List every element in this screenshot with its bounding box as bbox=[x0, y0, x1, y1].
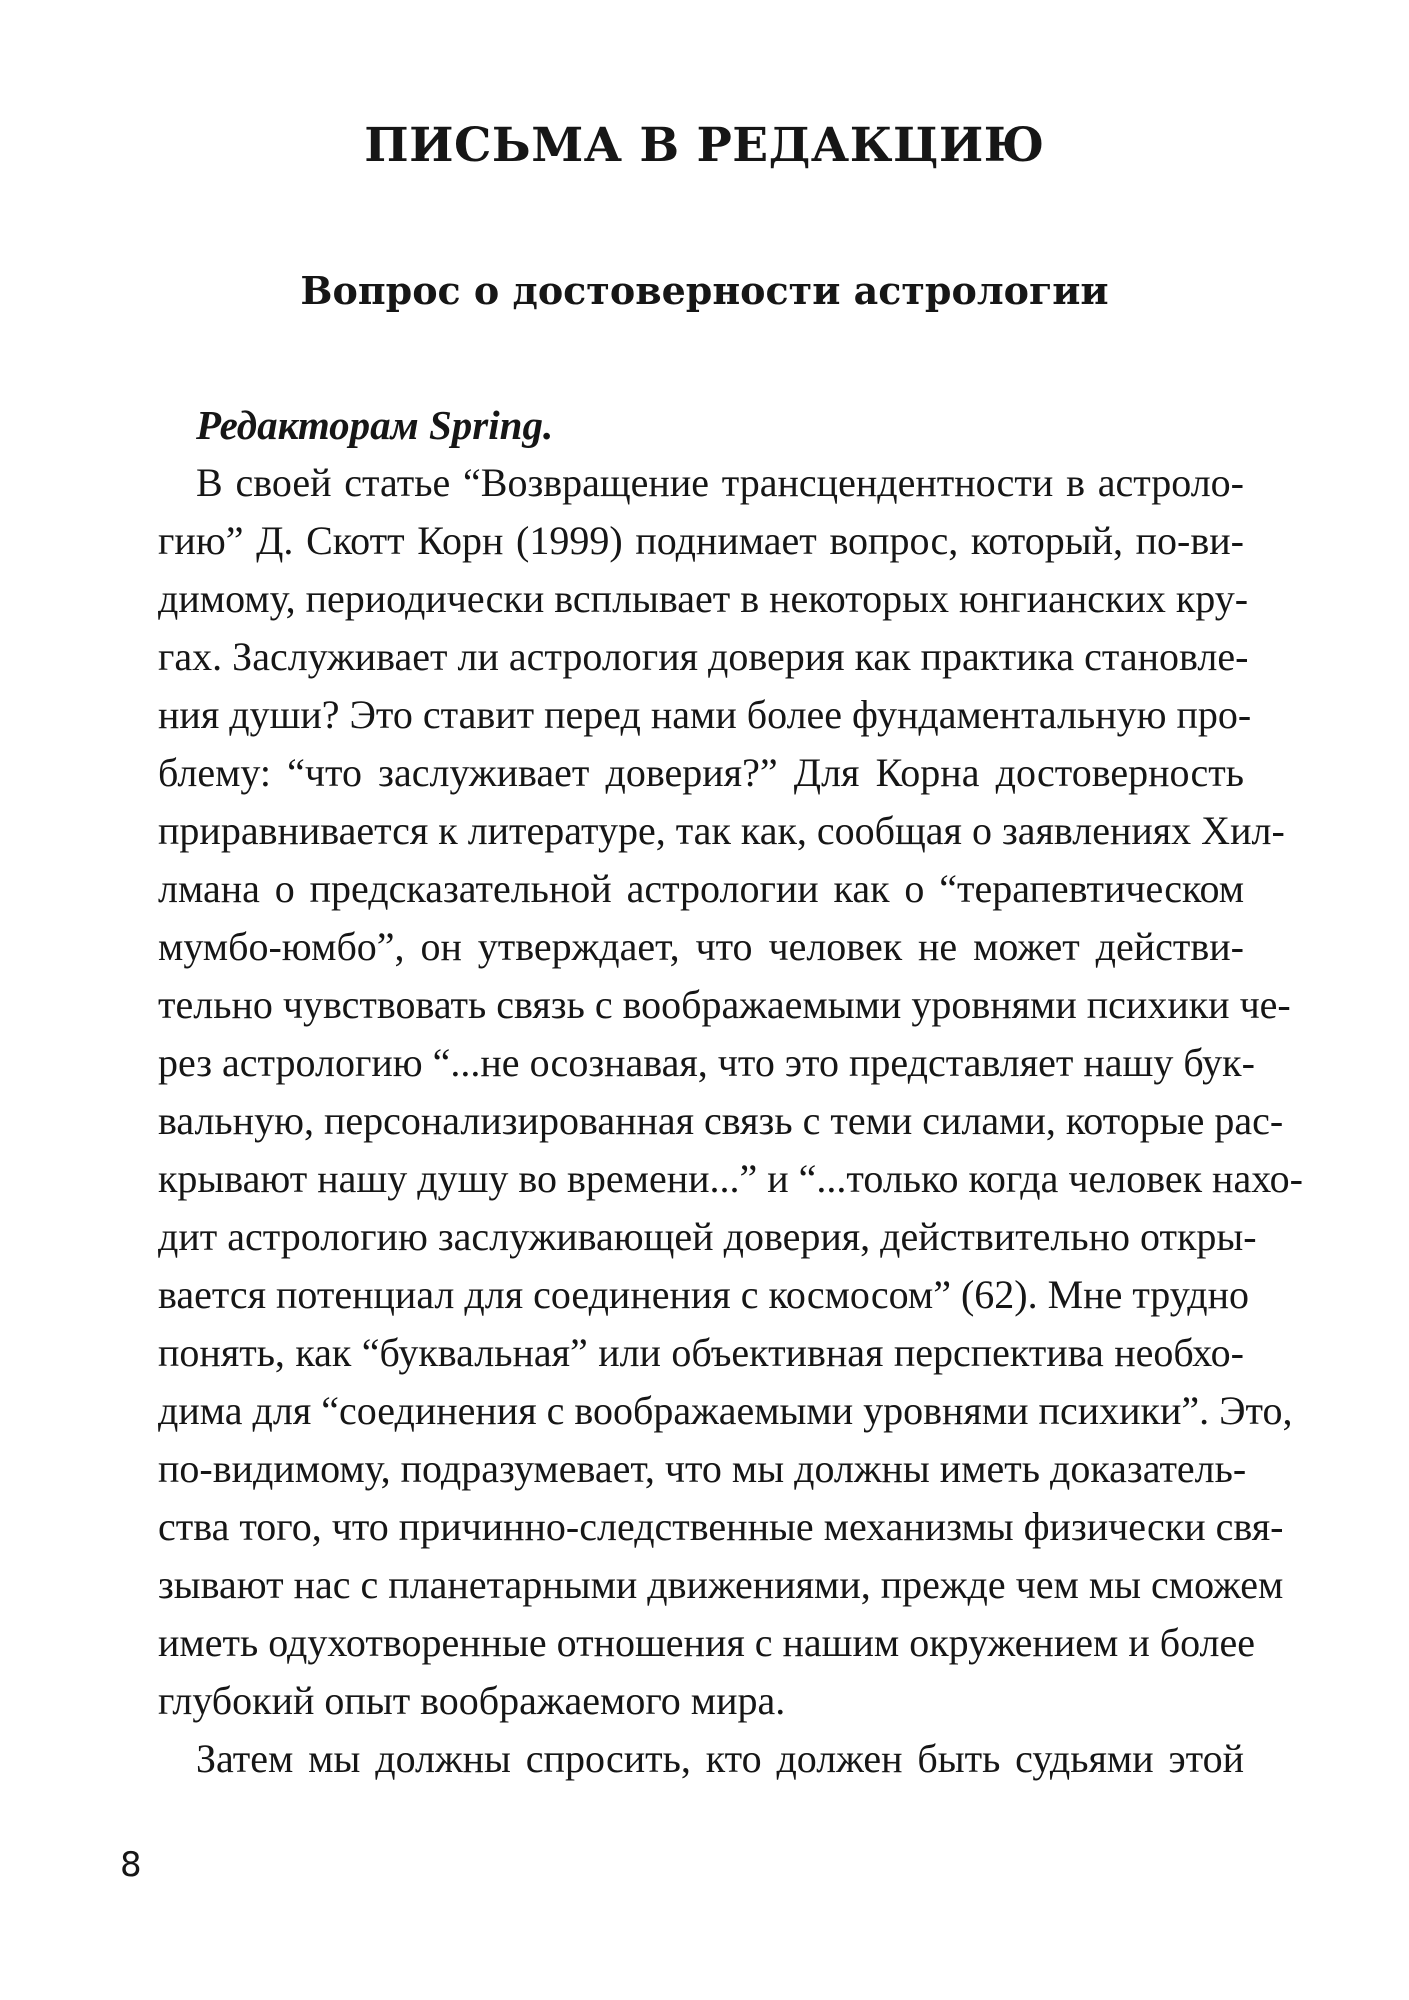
text-line: блему: “что заслуживает доверия?” Для Корна достоверность bbox=[158, 750, 1244, 795]
text-line: иметь одухотворенные отношения с нашим окружением и более bbox=[158, 1620, 1256, 1665]
paragraph-2 bbox=[158, 1730, 1244, 1788]
text-line: ства того, что причинно-следственные механизмы физически свя- bbox=[158, 1504, 1284, 1549]
text-line: ния души? Это ставит перед нами более фундаментальную про- bbox=[158, 692, 1252, 737]
text-line: глубокий опыт воображаемого мира. bbox=[158, 1678, 786, 1723]
text-line: вальную, персонализированная связь с теми силами, которые рас- bbox=[158, 1098, 1284, 1143]
text-line: гию” Д. Скотт Корн (1999) поднимает вопрос, который, по-ви- bbox=[158, 518, 1244, 563]
text-line: дима для “соединения с воображаемыми уровнями психики”. Это, bbox=[158, 1388, 1293, 1433]
article-title: Вопрос о достоверности астрологии bbox=[300, 268, 1109, 313]
letter-body bbox=[158, 396, 1303, 1788]
text-line: приравнивается к литературе, так как, сообщая о заявлениях Хил- bbox=[158, 808, 1285, 853]
text-line: мумбо-юмбо”, он утверждает, что человек не может действи- bbox=[158, 924, 1244, 969]
text-line: по-видимому, подразумевает, что мы должны иметь доказатель- bbox=[158, 1446, 1247, 1491]
text-line: вается потенциал для соединения с космосом” (62). Мне трудно bbox=[158, 1272, 1250, 1317]
text-line: рез астрологию “...не осознавая, что это представляет нашу бук- bbox=[158, 1040, 1255, 1085]
text-line: лмана о предсказательной астрологии как о “терапевтическом bbox=[158, 866, 1244, 911]
text-line: дит астрологию заслуживающей доверия, действительно откры- bbox=[158, 1214, 1257, 1259]
paragraph-1 bbox=[158, 454, 1303, 1730]
page-number: 8 bbox=[120, 1845, 142, 1885]
text-line: понять, как “буквальная” или объективная перспектива необхо- bbox=[158, 1330, 1244, 1375]
text-line: тельно чувствовать связь с воображаемыми уровнями психики че- bbox=[158, 982, 1291, 1027]
text-line: зывают нас с планетарными движениями, прежде чем мы сможем bbox=[158, 1562, 1284, 1607]
section-title: ПИСЬМА В РЕДАКЦИЮ bbox=[364, 118, 1045, 173]
text-line: Затем мы должны спросить, кто должен быть судьями этой bbox=[196, 1736, 1244, 1781]
text-line: димому, периодически всплывает в некоторых юнгианских кру- bbox=[158, 576, 1249, 621]
text-line: В своей статье “Возвращение трансцендентности в астроло- bbox=[196, 460, 1244, 505]
text-line: крывают нашу душу во времени...” и “...только когда человек нахо- bbox=[158, 1156, 1303, 1201]
salutation: Редакторам Spring. bbox=[196, 402, 554, 448]
text-line: гах. Заслуживает ли астрология доверия как практика становле- bbox=[158, 634, 1249, 679]
